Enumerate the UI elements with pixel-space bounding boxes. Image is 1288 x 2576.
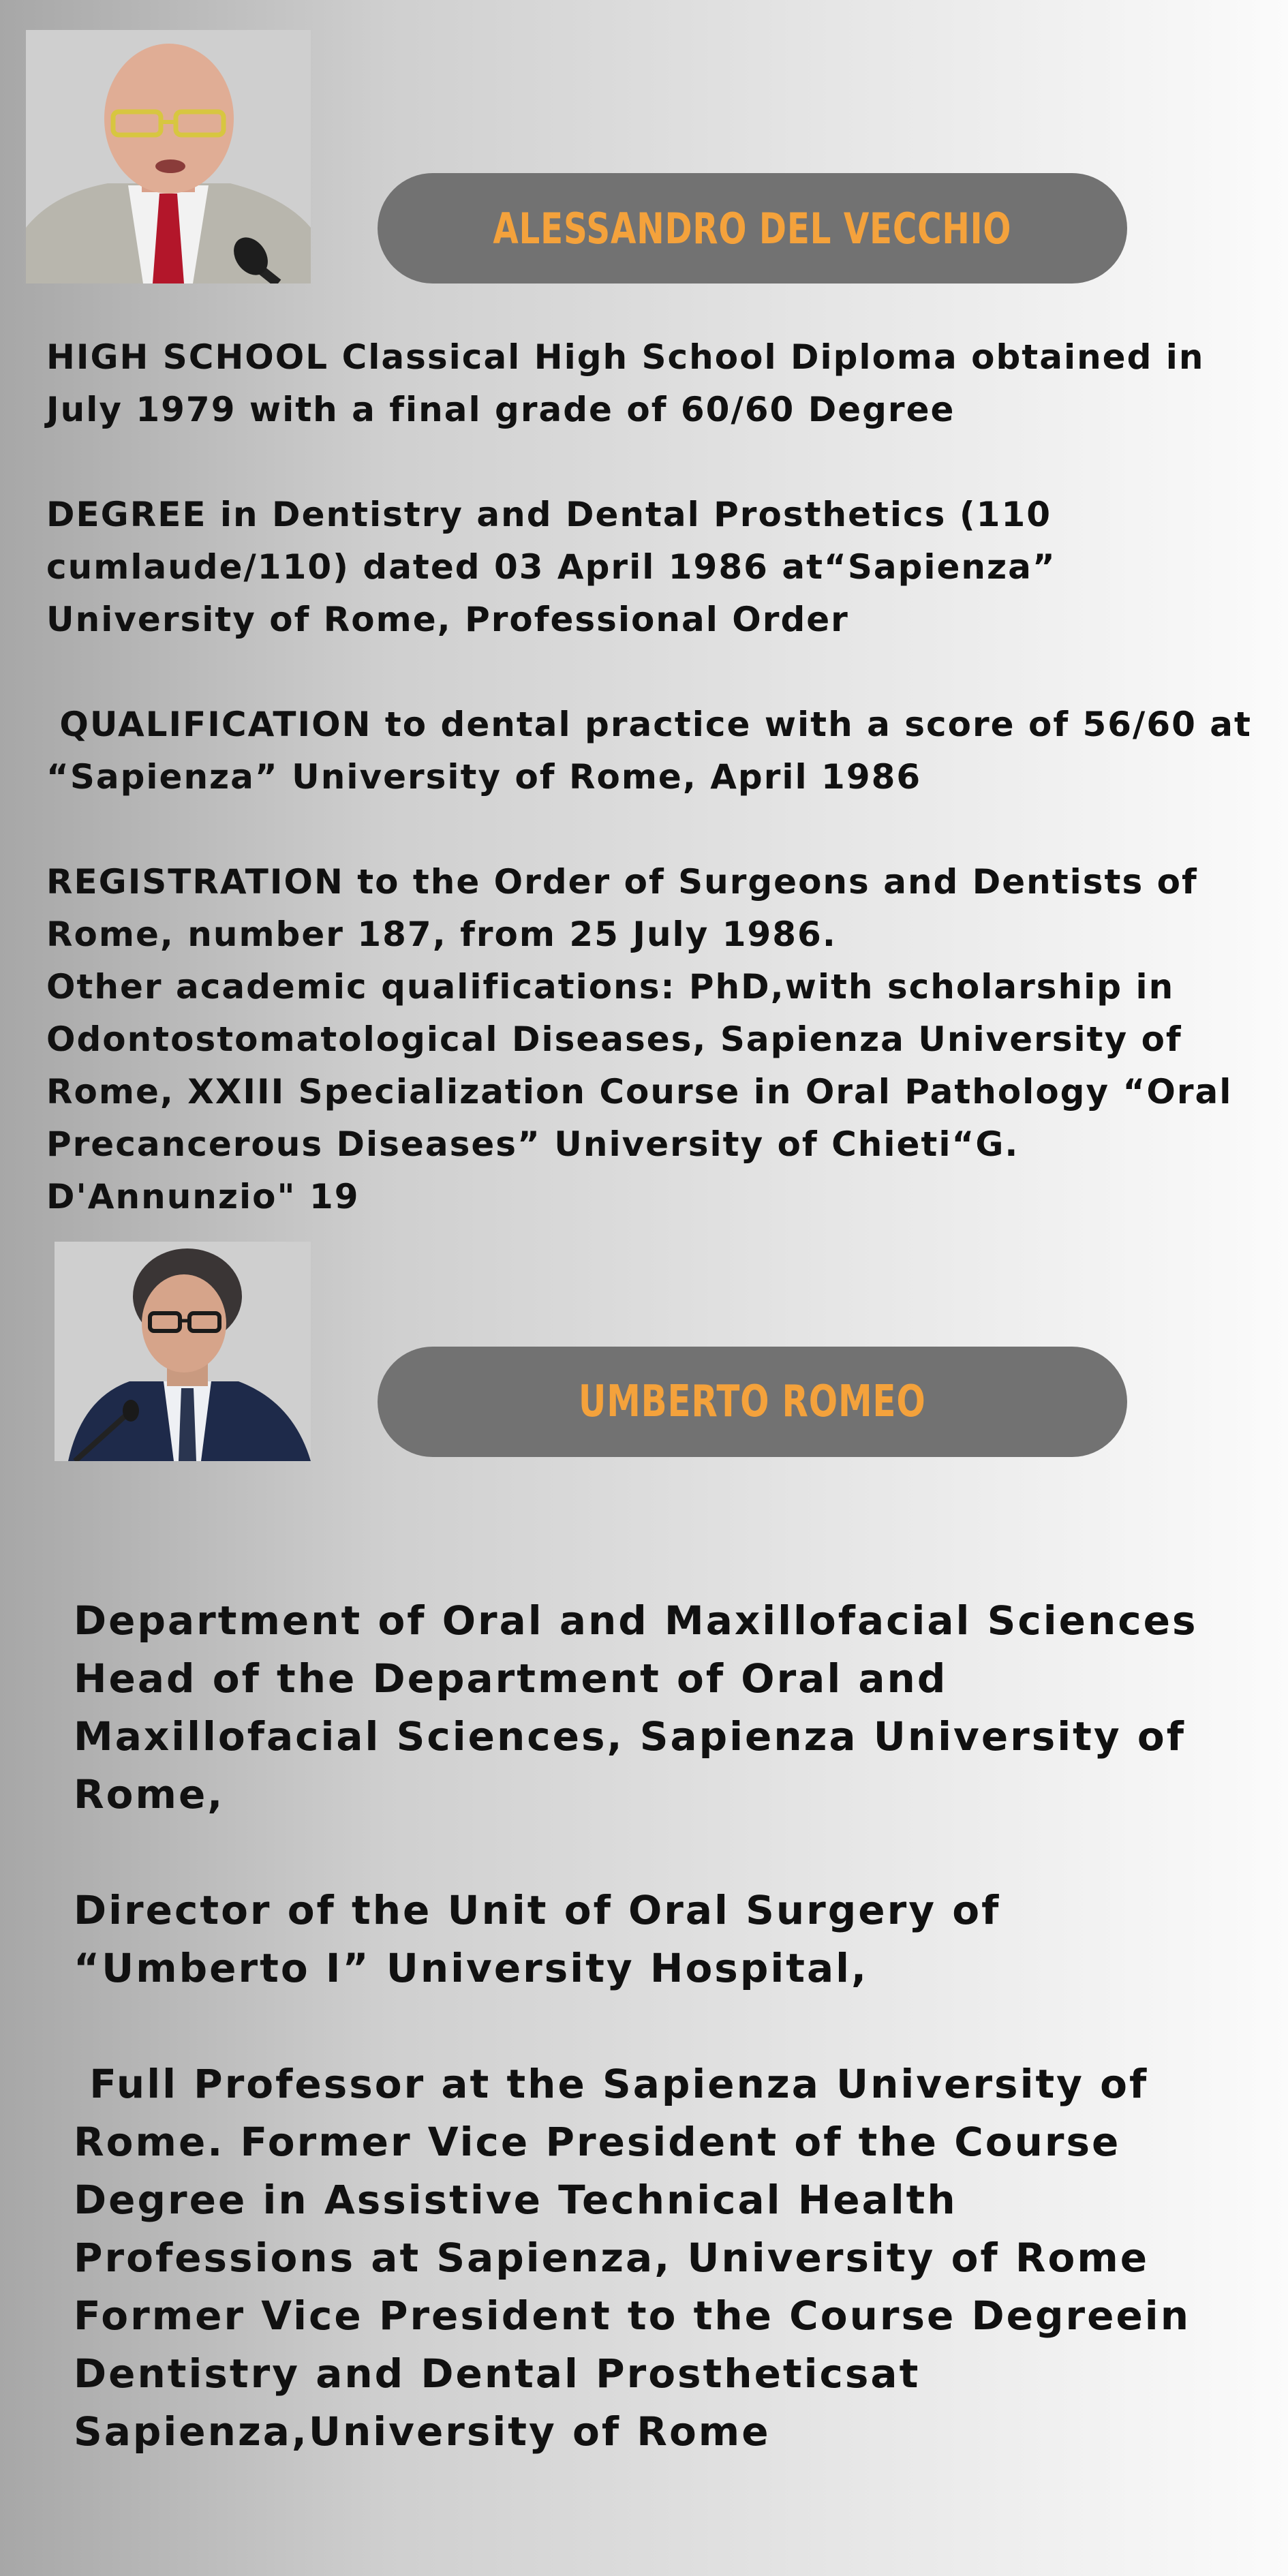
name-banner-alessandro-del-vecchio: [378, 173, 1127, 283]
bio-paragraph-high-school: HIGH SCHOOL Classical High School Diploma obtained in July 1979 with a final grade of 60/60 Degree: [46, 337, 1205, 429]
bio-paragraph-registration: REGISTRATION to the Order of Surgeons and Dentists of Rome, number 187, from 25 July 1986.: [46, 862, 1198, 954]
name-banner-umberto-romeo: [378, 1347, 1127, 1457]
person-name: ALESSANDRO DEL VECCHIO: [493, 203, 1012, 254]
bio-umberto-romeo: [74, 1592, 1232, 2461]
portrait-photo-umberto-romeo: [55, 1242, 311, 1461]
bio-paragraph-professor: Full Professor at the Sapienza University of Rome. Former Vice President of the Course Degree in Assistive Technical Health Professions at Sapienza, University of Rome Former Vice President to the Course Degreein Dentistry and Dental Prostheticsat Sapienza,University of Rome: [74, 2061, 1207, 2455]
portrait-photo-man-with-glasses-and-microphone-icon: [26, 30, 311, 283]
bio-paragraph-qualification: QUALIFICATION to dental practice with a score of 56/60 at “Sapienza” University of Rome, April 1986: [46, 705, 1266, 797]
bio-paragraph-director: Director of the Unit of Oral Surgery of “Umberto I” University Hospital,: [74, 1887, 1001, 1991]
bio-paragraph-other-qualifications: Other academic qualifications: PhD,with scholarship in Odontostomatological Diseases, Sapienza University of Rome, XXIII Specialization Course in Oral Pathology “Oral Precancerous Diseases” University of Chieti“G. D'Annunzio" 19: [46, 967, 1233, 1216]
bio-paragraph-degree: DEGREE in Dentistry and Dental Prosthetics (110 cumlaude/110) dated 03 April 1986 at“Sapienza” University of Rome, Professional Order: [46, 495, 1056, 639]
portrait-photo-alessandro-del-vecchio: [26, 30, 311, 283]
portrait-photo-man-with-glasses-at-podium-icon: [55, 1242, 311, 1461]
bio-alessandro-del-vecchio: [46, 331, 1266, 1223]
person-name: UMBERTO ROMEO: [579, 1377, 926, 1427]
bio-paragraph-department: Department of Oral and Maxillofacial Sciences Head of the Department of Oral and Maxillofacial Sciences, Sapienza University of Rome,: [74, 1597, 1198, 1818]
